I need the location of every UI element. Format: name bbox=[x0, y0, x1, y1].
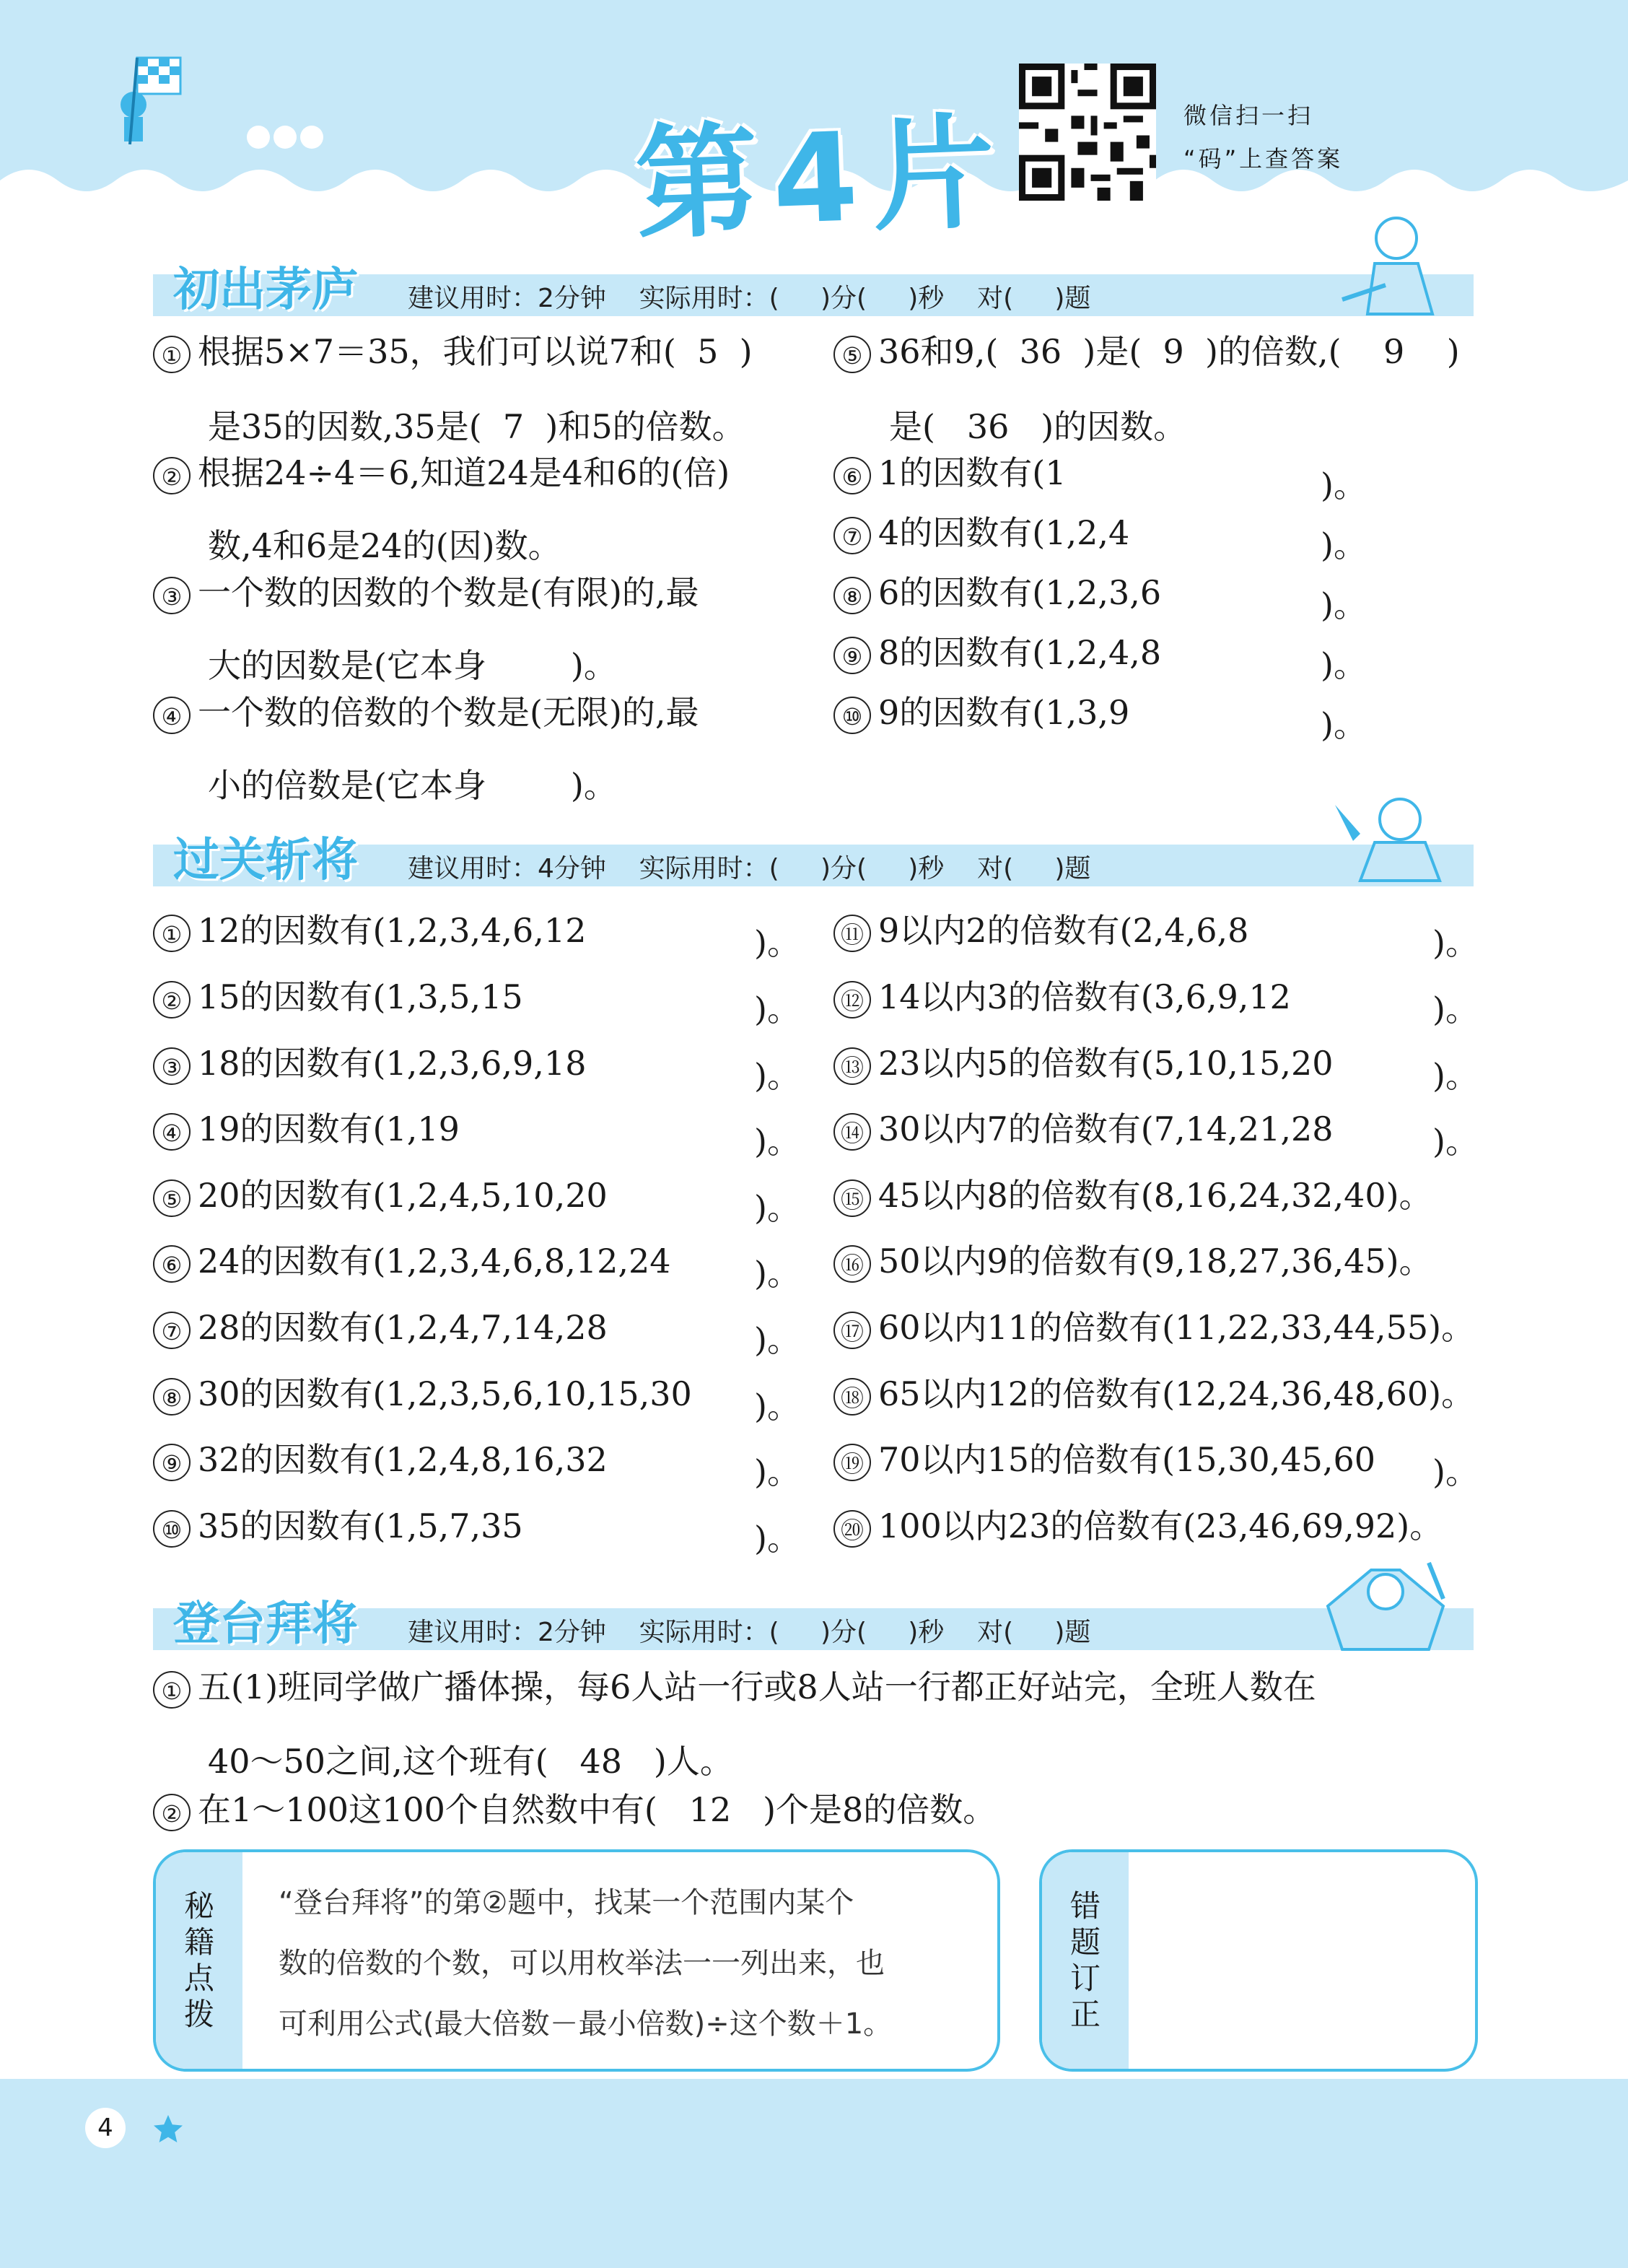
list-item-cont: 小的倍数是(它本身 )。 bbox=[208, 766, 617, 805]
qr-caption-line1: 微信扫一扫 bbox=[1183, 102, 1314, 129]
close-paren: )。 bbox=[754, 923, 800, 962]
close-paren: )。 bbox=[1321, 525, 1367, 564]
list-item: ② 根据24÷4＝6,知道24是4和6的(倍) bbox=[153, 456, 730, 494]
section2-info: 建议用时：4分钟 实际用时：( )分( )秒 对( )题 bbox=[408, 854, 1091, 884]
dots-decoration bbox=[245, 123, 325, 152]
list-item: ⑮ 45以内8的倍数有(8,16,24,32,40)。 bbox=[833, 1179, 1432, 1217]
tip-box bbox=[153, 1849, 1000, 2072]
list-item: ① 12的因数有(1,2,3,4,6,12 bbox=[153, 914, 586, 952]
list-item: ⑨ 8的因数有(1,2,4,8 bbox=[833, 636, 1161, 674]
tip-label-char: 秘 bbox=[183, 1888, 214, 1924]
close-paren: )。 bbox=[754, 1387, 800, 1426]
close-paren: )。 bbox=[1321, 585, 1367, 624]
tip-line: 数的倍数的个数，可以用枚举法一一列出来，也 bbox=[279, 1947, 885, 1980]
list-item: ⑳ 100以内23的倍数有(23,46,69,92)。 bbox=[833, 1509, 1443, 1548]
list-item: ⑥ 1的因数有(1 bbox=[833, 456, 1066, 494]
close-paren: )。 bbox=[754, 1056, 800, 1095]
close-paren: )。 bbox=[754, 990, 800, 1029]
character-illustration bbox=[1331, 790, 1454, 884]
list-item-cont: 40～50之间,这个班有( 48 )人。 bbox=[208, 1742, 733, 1781]
list-item: ⑤ 20的因数有(1,2,4,5,10,20 bbox=[153, 1179, 608, 1217]
close-paren: )。 bbox=[1432, 990, 1479, 1029]
list-item-cont: 是( 36 )的因数。 bbox=[889, 407, 1187, 446]
page-title: 第4片 bbox=[633, 101, 1012, 257]
error-label-char: 错 bbox=[1069, 1888, 1100, 1924]
close-paren: )。 bbox=[1432, 1122, 1479, 1161]
section3-title: 登台拜将 bbox=[173, 1597, 358, 1651]
list-item: ⑲ 70以内15的倍数有(15,30,45,60 bbox=[833, 1443, 1375, 1481]
close-paren: )。 bbox=[754, 1188, 800, 1227]
close-paren: )。 bbox=[754, 1519, 800, 1558]
list-item: ⑨ 32的因数有(1,2,4,8,16,32 bbox=[153, 1443, 608, 1481]
list-item: ⑦ 28的因数有(1,2,4,7,14,28 bbox=[153, 1311, 608, 1349]
error-label-char: 正 bbox=[1069, 1997, 1100, 2032]
list-item: ⑩ 9的因数有(1,3,9 bbox=[833, 696, 1129, 734]
tip-line: “登台拜将”的第②题中，找某一个范围内某个 bbox=[279, 1886, 854, 1919]
list-item-cont: 大的因数是(它本身 )。 bbox=[208, 646, 617, 685]
section1-title: 初出茅庐 bbox=[173, 263, 358, 317]
close-paren: )。 bbox=[1321, 645, 1367, 684]
page-number: 4 bbox=[85, 2108, 126, 2148]
list-item: ⑭ 30以内7的倍数有(7,14,21,28 bbox=[833, 1112, 1333, 1151]
close-paren: )。 bbox=[1432, 1452, 1479, 1491]
list-item: ③ 18的因数有(1,2,3,6,9,18 bbox=[153, 1047, 586, 1085]
list-item: ② 15的因数有(1,3,5,15 bbox=[153, 980, 523, 1019]
close-paren: )。 bbox=[754, 1320, 800, 1359]
close-paren: )。 bbox=[754, 1254, 800, 1293]
close-paren: )。 bbox=[754, 1122, 800, 1161]
list-item: ⑤ 36和9,( 36 )是( 9 )的倍数,( 9 ) bbox=[833, 335, 1460, 373]
star-icon bbox=[150, 2112, 186, 2147]
list-item: ⑧ 6的因数有(1,2,3,6 bbox=[833, 576, 1161, 614]
list-item: ⑫ 14以内3的倍数有(3,6,9,12 bbox=[833, 980, 1291, 1019]
list-item: ⑥ 24的因数有(1,2,3,4,6,8,12,24 bbox=[153, 1244, 671, 1283]
close-paren: )。 bbox=[754, 1452, 800, 1491]
section3-info: 建议用时：2分钟 实际用时：( )分( )秒 对( )题 bbox=[408, 1618, 1091, 1647]
list-item-cont: 是35的因数,35是( 7 )和5的倍数。 bbox=[208, 407, 745, 446]
list-item: ⑰ 60以内11的倍数有(11,22,33,44,55)。 bbox=[833, 1311, 1474, 1349]
close-paren: )。 bbox=[1321, 466, 1367, 505]
tip-label-char: 籍 bbox=[183, 1924, 214, 1960]
close-paren: )。 bbox=[1432, 923, 1479, 962]
list-item: ③ 一个数的因数的个数是(有限)的,最 bbox=[153, 576, 699, 614]
character-illustration bbox=[1335, 206, 1443, 321]
list-item: ④ 19的因数有(1,19 bbox=[153, 1112, 460, 1151]
close-paren: )。 bbox=[1432, 1056, 1479, 1095]
section2-title: 过关斩将 bbox=[173, 834, 358, 887]
close-paren: )。 bbox=[1321, 705, 1367, 744]
character-illustration bbox=[1321, 1556, 1450, 1653]
tip-label-char: 拨 bbox=[183, 1997, 214, 2032]
error-label-char: 订 bbox=[1069, 1960, 1100, 1996]
section1-info: 建议用时：2分钟 实际用时：( )分( )秒 对( )题 bbox=[408, 284, 1091, 313]
list-item-cont: 数,4和6是24的(因)数。 bbox=[208, 526, 561, 565]
qr-code-icon[interactable] bbox=[1019, 64, 1156, 201]
error-correction-box[interactable] bbox=[1039, 1849, 1478, 2072]
list-item: ⑩ 35的因数有(1,5,7,35 bbox=[153, 1509, 523, 1548]
list-item: ① 根据5×7＝35，我们可以说7和( 5 ) bbox=[153, 335, 753, 373]
tip-label-char: 点 bbox=[183, 1960, 214, 1996]
qr-caption-line2: “码”上查答案 bbox=[1183, 145, 1344, 173]
list-item: ⑬ 23以内5的倍数有(5,10,15,20 bbox=[833, 1047, 1333, 1085]
list-item: ① 五(1)班同学做广播体操，每6人站一行或8人站一行都正好站完，全班人数在 bbox=[153, 1670, 1316, 1709]
list-item: ⑱ 65以内12的倍数有(12,24,36,48,60)。 bbox=[833, 1377, 1474, 1416]
list-item: ④ 一个数的倍数的个数是(无限)的,最 bbox=[153, 696, 699, 734]
footer-band bbox=[0, 2079, 1628, 2268]
list-item: ② 在1～100这100个自然数中有( 12 )个是8的倍数。 bbox=[153, 1793, 996, 1831]
tip-line: 可利用公式(最大倍数－最小倍数)÷这个数＋1。 bbox=[279, 2007, 893, 2041]
mascot-flag-icon bbox=[108, 51, 188, 152]
error-label-char: 题 bbox=[1069, 1924, 1100, 1960]
list-item: ⑧ 30的因数有(1,2,3,5,6,10,15,30 bbox=[153, 1377, 692, 1416]
list-item: ⑯ 50以内9的倍数有(9,18,27,36,45)。 bbox=[833, 1244, 1432, 1283]
list-item: ⑪ 9以内2的倍数有(2,4,6,8 bbox=[833, 914, 1248, 952]
list-item: ⑦ 4的因数有(1,2,4 bbox=[833, 516, 1129, 554]
